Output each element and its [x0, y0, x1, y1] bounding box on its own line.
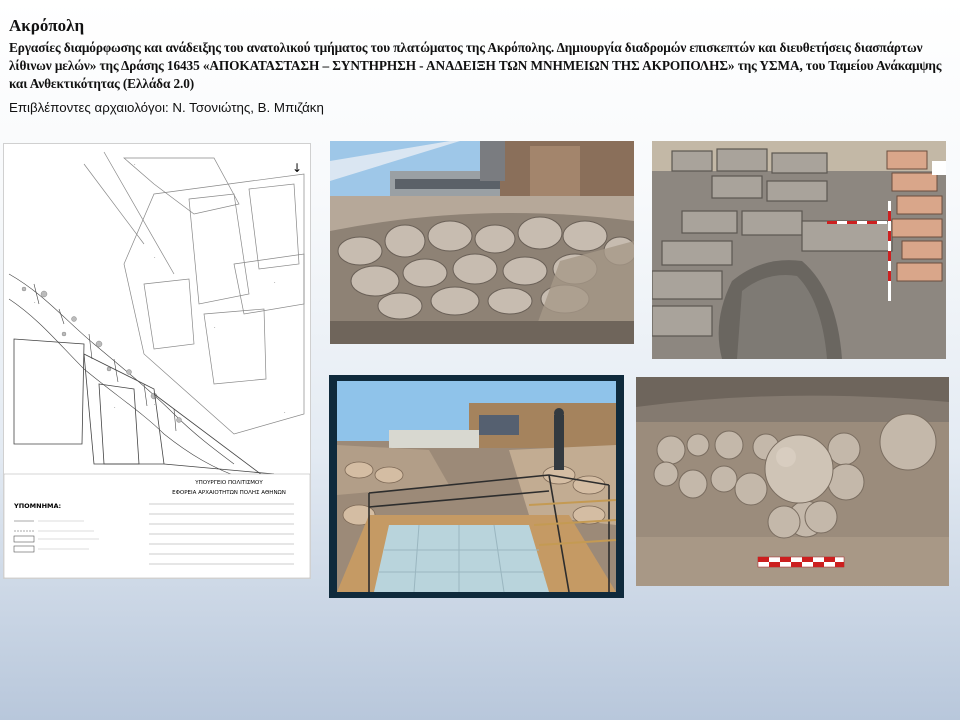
- glass-walkway-photo: [329, 375, 624, 598]
- plan-titleblock-ephorate: ΕΦΟΡΕΙΑ ΑΡΧΑΙΟΤΗΤΩΝ ΠΟΛΗΣ ΑΘΗΝΩΝ: [172, 490, 286, 496]
- svg-text:·: ·: [134, 162, 136, 168]
- north-arrow-icon: ↓: [292, 161, 303, 175]
- svg-text:·: ·: [284, 410, 286, 416]
- svg-text:·: ·: [114, 405, 116, 411]
- stone-wall-scale-photo: [652, 141, 946, 359]
- slide-description: Εργασίες διαμόρφωσης και ανάδειξης του ανατολικού τμήματος του πλατώματος της Ακρόπολης. Δημιουργία διαδρομών επισκεπτών και διευθετήσεις διασπάρτων λίθινων μελών» της Δράσης 16435 «ΑΠΟΚΑΤΑΣΤΑΣΗ – ΣΥΝΤΗΡΗΣΗ - ΑΝΑΔΕΙΞΗ ΤΩΝ ΜΝΗΜΕΙΩΝ ΤΗΣ ΑΚΡΟΠΟΛΗΣ» της ΥΣΜΑ, του Ταμείου Ανάκαμψης και Ανθεκτικότητας (Ελλάδα 2.0): [9, 40, 942, 91]
- svg-text:·: ·: [274, 280, 276, 286]
- plan-titleblock-ministry: ΥΠΟΥΡΓΕΙΟ ΠΟΛΙΤΙΣΜΟΥ: [195, 480, 263, 486]
- svg-text:·: ·: [214, 325, 216, 331]
- plan-legend-heading: ΥΠΟΜΝΗΜΑ:: [14, 502, 62, 510]
- excavated-wall-photo: [330, 141, 634, 344]
- svg-text:·: ·: [34, 300, 36, 306]
- site-plan-drawing: [3, 143, 311, 579]
- svg-text:·: ·: [154, 255, 156, 261]
- slide-title: Ακρόπολη: [9, 16, 85, 35]
- stone-balls-photo: [636, 377, 949, 586]
- svg-text:·: ·: [154, 402, 156, 408]
- supervisors-line: Επιβλέποντες αρχαιολόγοι: Ν. Τσονιώτης, Β. Μπιζάκη: [9, 100, 324, 115]
